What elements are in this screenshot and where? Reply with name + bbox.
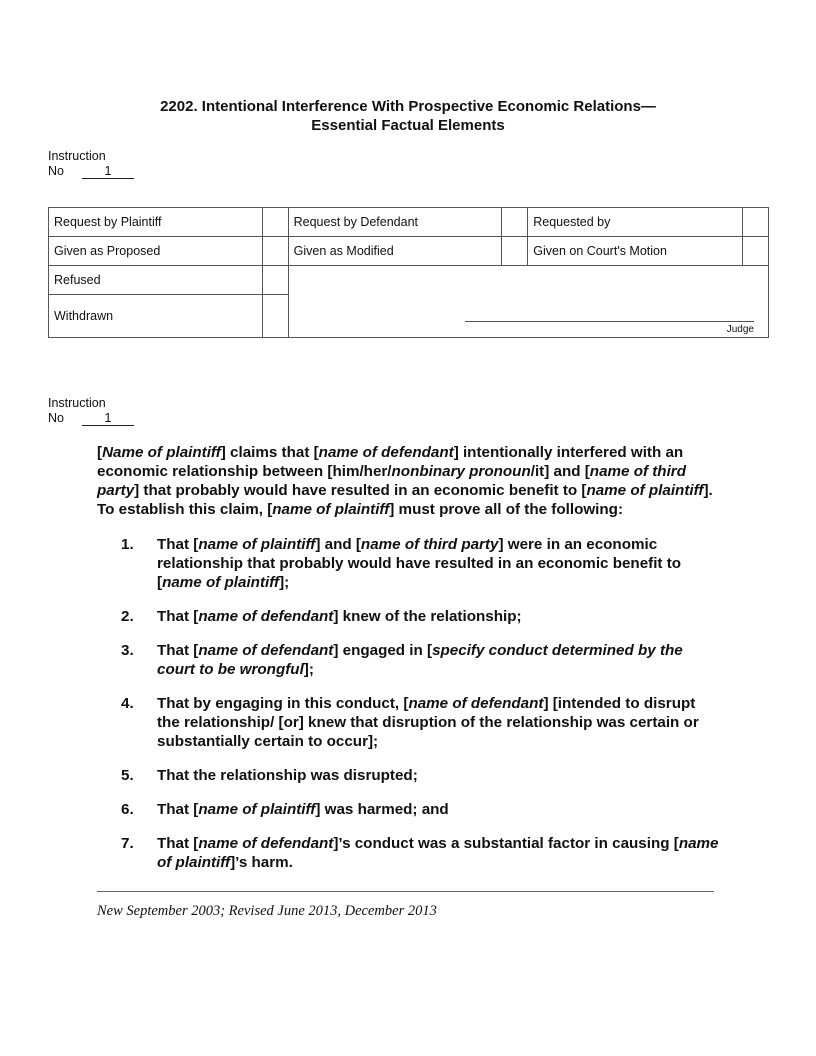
instruction-number: 1 (82, 165, 134, 179)
element-number: 6. (121, 801, 134, 818)
element-text: That by engaging in this conduct, [ (157, 695, 409, 712)
element-placeholder: specify conduct determined by the court to be wrongful (157, 642, 683, 678)
instruction-number-2: 1 (82, 412, 134, 426)
instruction-no-label-2: No (48, 411, 64, 425)
intro-placeholder: name of defendant (318, 444, 454, 461)
element-text: ]’s harm. (230, 854, 293, 871)
withdrawn-label: Withdrawn (49, 295, 263, 338)
intro-paragraph (97, 443, 717, 519)
element-text: ] knew of the relationship; (333, 608, 522, 625)
given-as-proposed-label: Given as Proposed (49, 237, 263, 266)
element-placeholder: name of plaintiff (162, 574, 280, 591)
element-number: 4. (121, 695, 134, 712)
request-table (48, 207, 769, 338)
element-item-4 (121, 694, 721, 751)
intro-text: ] that probably would have resulted in an economic benefit to [ (134, 482, 587, 499)
request-by-defendant-label: Request by Defendant (288, 208, 502, 237)
document-title (0, 97, 816, 135)
element-placeholder: name of plaintiff (198, 536, 316, 553)
intro-placeholder: Name of plaintiff (102, 444, 221, 461)
element-text: That the relationship was disrupted; (157, 767, 418, 784)
element-text: ]; (279, 574, 290, 591)
history-note: New September 2003; Revised June 2013, December 2013 (97, 903, 437, 919)
element-item-7 (121, 834, 721, 872)
element-number: 1. (121, 536, 134, 553)
instruction-label: Instruction (48, 149, 106, 163)
refused-label: Refused (49, 266, 263, 295)
element-placeholder: name of defendant (198, 835, 334, 852)
given-as-modified-checkbox[interactable] (502, 237, 528, 266)
element-text: That [ (157, 642, 199, 659)
intro-text: /it] and [ (530, 463, 590, 480)
given-on-courts-motion-label: Given on Court's Motion (528, 237, 743, 266)
element-item-5 (121, 766, 721, 785)
element-text: That [ (157, 835, 199, 852)
element-text: That [ (157, 801, 199, 818)
element-text: ]’s conduct was a substantial factor in causing [ (333, 835, 679, 852)
intro-placeholder: name of plaintiff (272, 501, 390, 518)
request-by-defendant-checkbox[interactable] (502, 208, 528, 237)
element-number: 2. (121, 608, 134, 625)
intro-placeholder: nonbinary pronoun (391, 463, 531, 480)
requested-by-label: Requested by (528, 208, 743, 237)
request-by-plaintiff-label: Request by Plaintiff (49, 208, 263, 237)
element-placeholder: name of defendant (408, 695, 544, 712)
instruction-no-label: No (48, 164, 64, 178)
element-number: 7. (121, 835, 134, 852)
refused-checkbox[interactable] (262, 266, 288, 295)
element-text: That [ (157, 536, 199, 553)
intro-text: ] intentionally interfered with an economic relationship between [him/her/ (97, 444, 684, 480)
element-number: 5. (121, 767, 134, 784)
element-text: ]; (303, 661, 314, 678)
intro-placeholder: name of third party (97, 463, 686, 499)
instruction-number-block (48, 149, 134, 179)
intro-placeholder: name of plaintiff (586, 482, 704, 499)
judge-signature-area (288, 266, 768, 338)
judge-label: Judge (726, 324, 754, 335)
elements-list (121, 535, 721, 887)
title-line-2: Essential Factual Elements (311, 117, 505, 134)
withdrawn-checkbox[interactable] (262, 295, 288, 338)
judge-signature-line[interactable] (465, 321, 754, 322)
instruction-label-2: Instruction (48, 396, 106, 410)
element-text: ] and [ (315, 536, 361, 553)
given-as-proposed-checkbox[interactable] (262, 237, 288, 266)
element-placeholder: name of defendant (198, 608, 334, 625)
requested-by-checkbox[interactable] (743, 208, 769, 237)
intro-text: ]. To establish this claim, [ (97, 482, 713, 518)
instruction-intro (97, 443, 717, 519)
element-item-2 (121, 607, 721, 626)
intro-text: ] must prove all of the following: (389, 501, 623, 518)
intro-text: [ (97, 444, 103, 461)
intro-text: ] claims that [ (220, 444, 319, 461)
element-text: ] were in an economic relationship that probably would have resulted in an economic benefit to [ (157, 536, 682, 591)
request-by-plaintiff-checkbox[interactable] (262, 208, 288, 237)
element-text: ] was harmed; and (315, 801, 449, 818)
given-on-courts-motion-checkbox[interactable] (743, 237, 769, 266)
footer-divider (97, 891, 714, 892)
element-text: ] [intended to disrupt the relationship/ [or] knew that disruption of the relationship was certain or substantially certain to occur]; (157, 695, 699, 750)
element-text: ] engaged in [ (333, 642, 433, 659)
title-line-1: 2202. Intentional Interference With Prospective Economic Relations— (160, 98, 656, 115)
element-placeholder: name of plaintiff (198, 801, 316, 818)
element-item-3 (121, 641, 721, 679)
element-item-1 (121, 535, 721, 592)
element-placeholder: name of plaintiff (157, 835, 719, 871)
instruction-number-block-2 (48, 396, 134, 426)
element-number: 3. (121, 642, 134, 659)
element-placeholder: name of defendant (198, 642, 334, 659)
element-text: That [ (157, 608, 199, 625)
given-as-modified-label: Given as Modified (288, 237, 502, 266)
element-item-6 (121, 800, 721, 819)
element-placeholder: name of third party (360, 536, 499, 553)
